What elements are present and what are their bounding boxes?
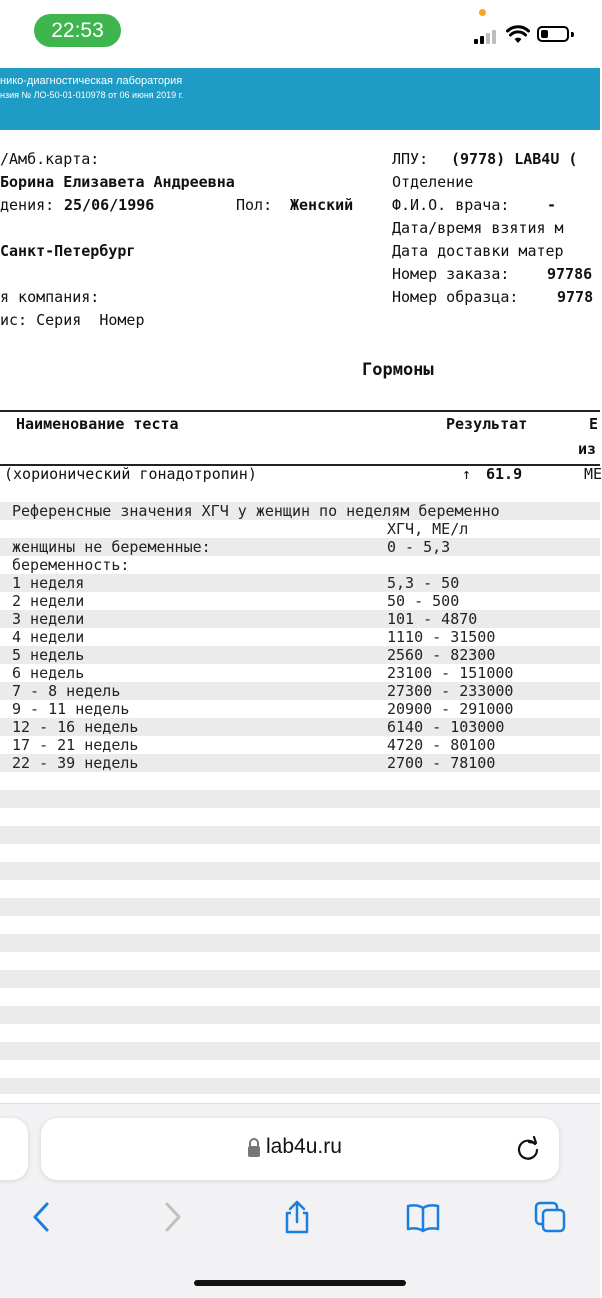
- patient-name: Борина Елизавета Андреевна: [0, 173, 235, 191]
- reference-row-value: 101 - 4870: [387, 610, 478, 628]
- reference-row-label: 9 - 11 недель: [12, 700, 130, 718]
- reference-row-label: 3 недели: [12, 610, 85, 628]
- home-indicator: [194, 1280, 406, 1286]
- insurance-label: я компания:: [0, 288, 100, 306]
- sample-number-label: Номер образца:: [392, 288, 519, 306]
- share-icon[interactable]: [280, 1200, 314, 1234]
- reference-row-value: 4720 - 80100: [387, 736, 496, 754]
- forward-icon[interactable]: [155, 1200, 189, 1234]
- sex-value: Женский: [290, 196, 354, 214]
- status-bar: [0, 0, 600, 68]
- reference-row-label: 12 - 16 недель: [12, 718, 139, 736]
- dob-label: дения:: [0, 196, 55, 214]
- result-value: 61.9: [486, 465, 523, 483]
- lock-icon: [247, 1137, 261, 1158]
- reference-row-value: 1110 - 31500: [387, 628, 496, 646]
- privacy-indicator-dot: [479, 9, 486, 16]
- reference-row-label: 2 недели: [12, 592, 85, 610]
- reference-row-label: беременность:: [12, 556, 130, 574]
- department-label: Отделение: [392, 173, 474, 191]
- battery-cap: [571, 32, 574, 37]
- reference-header: Референсные значения ХГЧ у женщин по неделям беременно: [12, 502, 500, 520]
- status-time: 22:53: [34, 14, 121, 47]
- wifi-icon: [506, 24, 530, 44]
- sample-number-value: 9778: [557, 288, 594, 306]
- col-header-unit-top: Е: [589, 415, 599, 433]
- reference-row-value: 27300 - 233000: [387, 682, 514, 700]
- reference-row-value: 2560 - 82300: [387, 646, 496, 664]
- sex-label: Пол:: [236, 196, 273, 214]
- doctor-label: Ф.И.О. врача:: [392, 196, 510, 214]
- city: Санкт-Петербург: [0, 242, 136, 260]
- col-header-unit-bottom: из: [578, 440, 597, 458]
- reference-row-value: 50 - 500: [387, 592, 460, 610]
- reference-row-label: 4 недели: [12, 628, 85, 646]
- policy-label: ис: Серия Номер: [0, 311, 145, 329]
- reference-row-label: женщины не беременные:: [12, 538, 211, 556]
- lab-name: нико-диагностическая лаборатория: [0, 75, 183, 87]
- previous-tab-card[interactable]: [0, 1118, 28, 1180]
- card-label: /Амб.карта:: [0, 150, 100, 168]
- lab-license: нзия № ЛО-50-01-010978 от 06 июня 2019 г.: [0, 90, 184, 100]
- table-top-rule: [0, 410, 600, 412]
- back-icon[interactable]: [25, 1200, 59, 1234]
- reference-row-label: 6 недель: [12, 664, 85, 682]
- order-number-value: 97786: [547, 265, 593, 283]
- reference-row-label: 17 - 21 недель: [12, 736, 139, 754]
- col-header-test: Наименование теста: [16, 415, 179, 433]
- url-text[interactable]: lab4u.ru: [266, 1135, 342, 1158]
- battery-icon: [537, 26, 569, 42]
- reference-row-value: 23100 - 151000: [387, 664, 514, 682]
- reference-row-value: 2700 - 78100: [387, 754, 496, 772]
- page-title: Гормоны: [362, 360, 434, 380]
- reference-subheader: ХГЧ, МЕ/л: [387, 520, 469, 538]
- delivery-date-label: Дата доставки матер: [392, 242, 564, 260]
- result-test-name: (хорионический гонадотропин): [4, 465, 257, 483]
- reference-row-label: 7 - 8 недель: [12, 682, 121, 700]
- reference-background: [0, 484, 600, 1094]
- reference-row-value: 5,3 - 50: [387, 574, 460, 592]
- lab-header: [0, 68, 600, 130]
- cellular-signal-icon: [474, 28, 500, 44]
- col-header-result: Результат: [446, 415, 528, 433]
- doctor-value: -: [547, 196, 557, 214]
- reference-row-label: 5 недель: [12, 646, 85, 664]
- tabs-icon[interactable]: [533, 1200, 567, 1234]
- reference-row-value: 6140 - 103000: [387, 718, 505, 736]
- order-number-label: Номер заказа:: [392, 265, 510, 283]
- result-high-arrow-icon: ↑: [462, 465, 472, 483]
- reference-row-value: 20900 - 291000: [387, 700, 514, 718]
- dob-value: 25/06/1996: [64, 196, 155, 214]
- reload-icon[interactable]: [515, 1136, 541, 1162]
- reference-row-label: 22 - 39 недель: [12, 754, 139, 772]
- bookmarks-icon[interactable]: [406, 1200, 440, 1234]
- reference-row-value: 0 - 5,3: [387, 538, 451, 556]
- lpu-label: ЛПУ:: [392, 150, 429, 168]
- reference-row-label: 1 неделя: [12, 574, 85, 592]
- lpu-value: (9778) LAB4U (: [451, 150, 578, 168]
- result-unit: МЕ: [584, 465, 602, 483]
- sampling-date-label: Дата/время взятия м: [392, 219, 564, 237]
